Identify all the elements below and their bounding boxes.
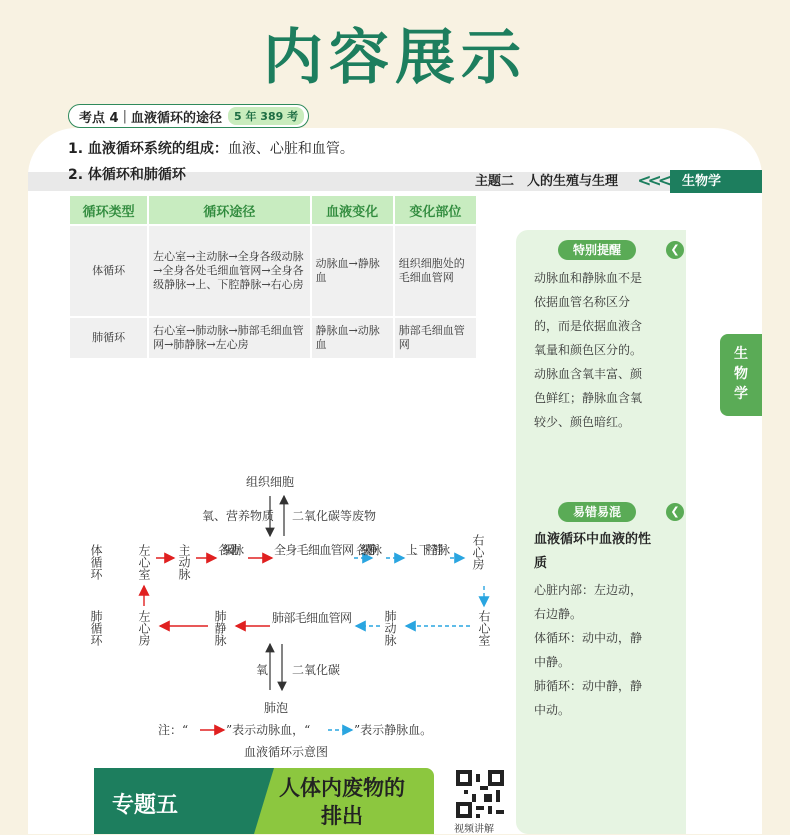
- mistake-line: 中静。: [534, 655, 571, 669]
- diagram-alveoli: 肺泡: [263, 701, 289, 715]
- kaodian-separator: |: [122, 108, 127, 124]
- diagram-oxygen: 氧: [256, 663, 269, 677]
- mistake-heading-line: 质: [534, 556, 548, 571]
- tip-line: 较少、颜色暗红。: [534, 415, 631, 429]
- tip-line: 的，而是依据血液含: [534, 319, 643, 333]
- mistake-text: [534, 578, 674, 722]
- topic-title-line: 排出: [321, 804, 363, 828]
- diagram-left-ventricle: 左心室: [137, 544, 151, 580]
- tip-line: 色鲜红；静脉血含氧: [534, 391, 643, 405]
- side-tab-char: 生: [734, 346, 748, 362]
- chevron-left-icon: <<<: [637, 171, 668, 191]
- topic-number-panel: [94, 768, 254, 834]
- topic-banner: [94, 768, 434, 834]
- diagram-pulmonary-vein: 肺静脉: [213, 610, 227, 646]
- mistake-heading-line: 血液循环中血液的性: [534, 532, 652, 547]
- diagram-vena-cava: 上、下腔静脉: [406, 543, 450, 557]
- composition-text: 血液、心脏和血管。: [227, 141, 354, 157]
- composition-heading: 1. 血液循环系统的组成：: [68, 141, 228, 157]
- tip-line: 依据血管名称区分: [534, 295, 631, 309]
- kaodian-title: 血液循环的途径: [130, 110, 222, 126]
- composition-line: [68, 138, 354, 158]
- systemic-label: [89, 543, 103, 580]
- topic-number: 专题五: [112, 793, 179, 818]
- diagram-pulmonary-artery: 肺动脉: [383, 610, 397, 646]
- svg-text:体循环: 体循环: [89, 544, 103, 580]
- mistake-line: 肺循环：动中静，静: [534, 679, 643, 693]
- diagram-co2: 二氧化碳: [292, 663, 341, 677]
- tip-line: 氧量和颜色区分的。: [534, 343, 643, 357]
- side-tab-char: 物: [734, 366, 748, 382]
- table-cell: 体循环: [70, 226, 147, 316]
- pulmonary-label: 肺循环: [89, 610, 103, 646]
- tip-line: 动脉血和静脉血不是: [534, 271, 643, 285]
- subject-side-tab: [720, 334, 762, 416]
- topic-title-line: 人体内废物的: [279, 776, 405, 800]
- mistake-heading: [534, 528, 678, 576]
- table-cell: 右心室→肺动脉→肺部毛细血管网→肺静脉→左心房: [149, 318, 309, 358]
- table-cell: 静脉血→动脉血: [312, 318, 393, 358]
- diagram-right-ventricle: 右心室: [477, 610, 491, 646]
- diagram-o2-nutrients: 氧、营养物质: [202, 509, 275, 523]
- tip-header: [516, 240, 680, 260]
- diagram-aorta: 主动脉: [177, 544, 191, 580]
- diagram-lung-capillaries: 肺部毛细血管网: [272, 611, 352, 625]
- chevron-left-icon: ❮: [666, 241, 684, 259]
- tip-text: [534, 266, 674, 434]
- side-tab-char: 学: [734, 386, 748, 402]
- diagram-left-atrium: 左心房: [137, 610, 151, 646]
- qr-label: 视频讲解: [454, 824, 494, 835]
- exam-frequency-badge: 5 年 389 考: [228, 107, 304, 125]
- kaodian-number: 考点 4: [79, 110, 119, 126]
- mistake-line: 心脏内部：左边动，: [534, 583, 643, 597]
- legend-note-mid: ”表示动脉血，“: [226, 723, 311, 737]
- diagram-veins: 各级静脉: [356, 543, 382, 557]
- blood-circulation-diagram: [60, 336, 491, 768]
- table-cell: 组织细胞处的毛细血管网: [395, 226, 476, 316]
- legend-note-start: 注：“: [158, 723, 189, 737]
- diagram-arteries: 各级动脉: [218, 543, 244, 557]
- diagram-tissue-label: 组织细胞: [245, 475, 295, 489]
- table-header: 循环途径: [149, 196, 309, 224]
- hero-title: 内容展示: [263, 23, 527, 93]
- table-header: 变化部位: [395, 196, 476, 224]
- chapter-title: 主题二 人的生殖与生理: [474, 174, 618, 189]
- diagram-body-capillaries: 全身毛细血管网: [274, 543, 354, 557]
- kaodian-header: [68, 104, 309, 128]
- mistake-line: 体循环：动中动，静: [534, 631, 643, 645]
- table-cell: 左心室→主动脉→全身各级动脉→全身各处毛细血管网→全身各级静脉→上、下腔静脉→右心房: [149, 226, 309, 316]
- mistake-line: 中动。: [534, 703, 571, 717]
- table-header: 血液变化: [312, 196, 393, 224]
- chevron-left-icon: ❮: [666, 503, 684, 521]
- mistake-title: 易错易混: [558, 502, 636, 522]
- mistake-header: [516, 502, 680, 522]
- table-cell: 肺循环: [70, 318, 147, 358]
- subject-tag: 生物学: [670, 170, 762, 193]
- table-cell: 肺部毛细血管网: [395, 318, 476, 358]
- legend-note-end: ”表示静脉血。: [354, 723, 433, 737]
- section-heading: 2. 体循环和肺循环: [68, 167, 186, 183]
- table-cell: 动脉血→静脉血: [312, 226, 393, 316]
- diagram-right-atrium: 右心房: [471, 534, 485, 570]
- table-row: [70, 226, 476, 316]
- table-header-row: [70, 196, 476, 224]
- qr-code-icon[interactable]: [456, 770, 504, 818]
- topic-title: [252, 774, 432, 830]
- tip-line: 动脉血含氧丰富、颜: [534, 367, 643, 381]
- mistake-line: 右边静。: [534, 607, 583, 621]
- tip-title: 特别提醒: [558, 240, 636, 260]
- table-header: 循环类型: [70, 196, 147, 224]
- diagram-caption: 血液循环示意图: [243, 745, 329, 759]
- diagram-co2-waste: 二氧化碳等废物: [292, 509, 377, 523]
